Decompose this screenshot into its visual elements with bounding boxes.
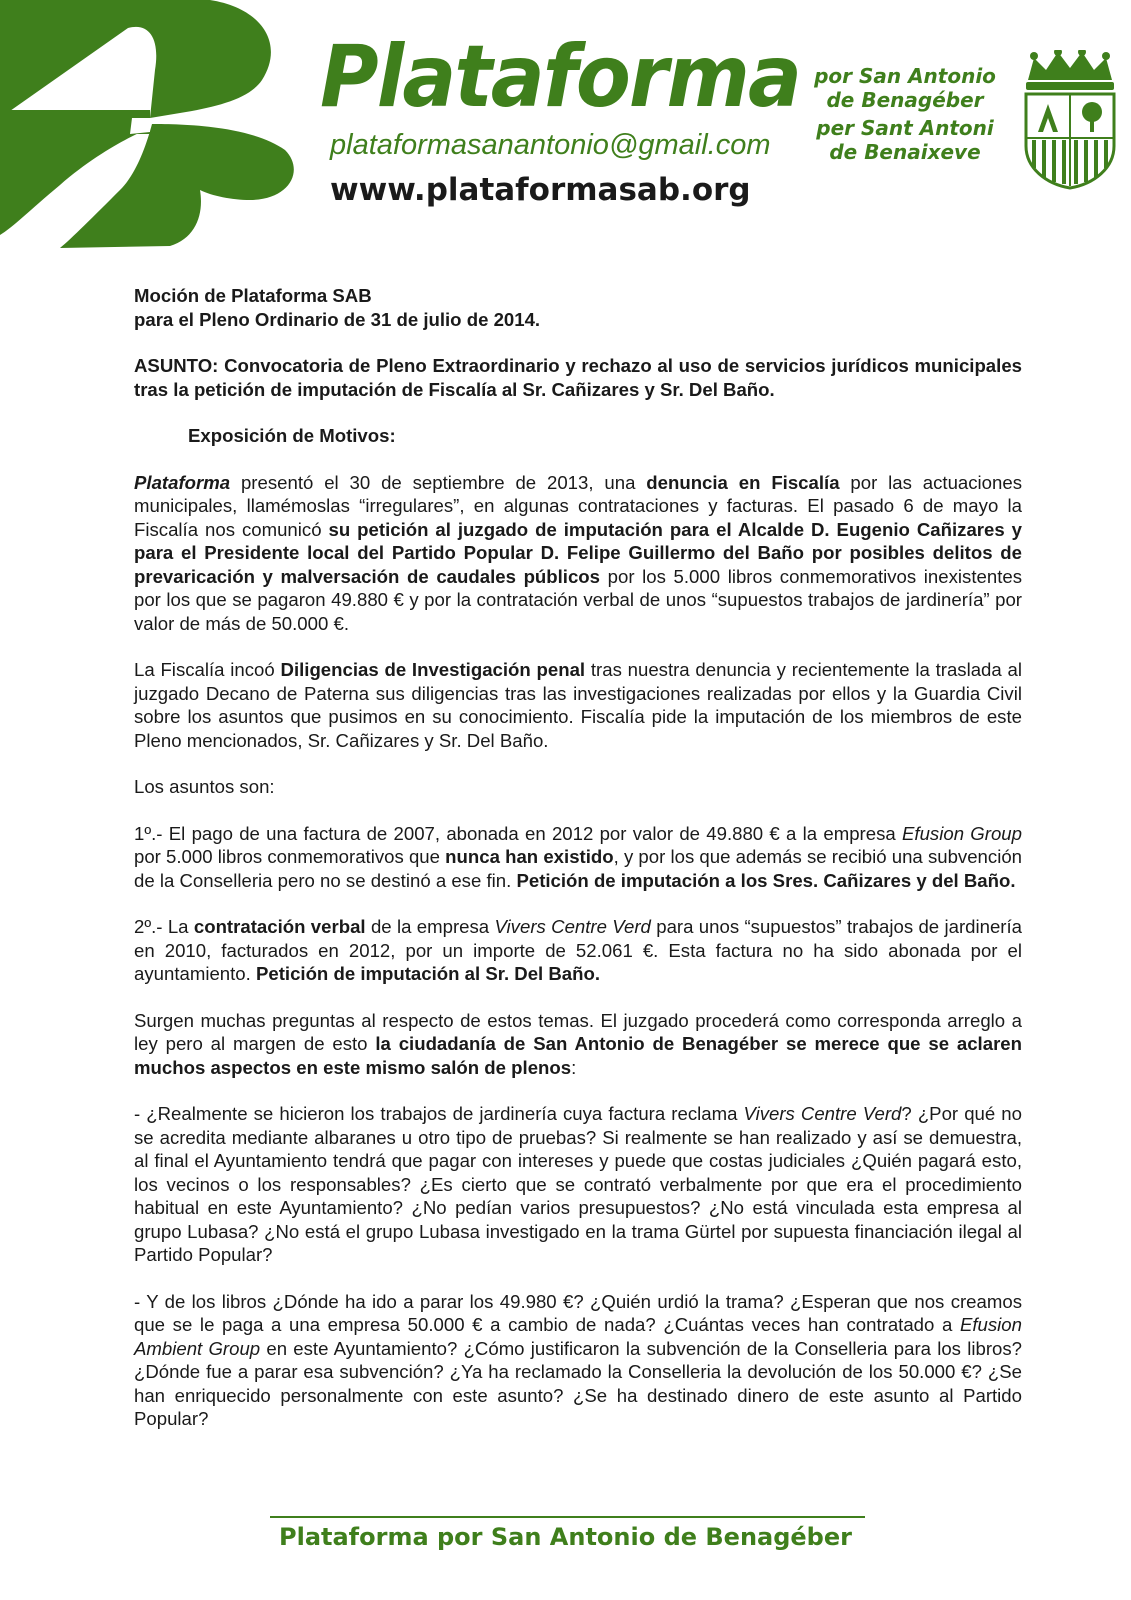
tagline-spanish bbox=[810, 64, 1000, 112]
p4-run: Petición de imputación a los Sres. Cañizares y del Baño. bbox=[516, 869, 1016, 891]
brand-title: Plataforma bbox=[320, 27, 801, 127]
p7-run: ? ¿Por qué no se acredita mediante albaranes u otro tipo de pruebas? Si realmente se han realizado y así se demuestra, al final el Ayuntamiento tendrá que pagar con intereses y puede que costas judiciales ¿Quién pagará esto, los vecinos o los responsables? ¿Es cierto que se contrató verbalmente por que era el procedimiento habitual en este Ayuntamiento? ¿No pedían varios presupuestos? ¿No está vinculada esta empresa al grupo Lubasa? ¿No está el grupo Lubasa investigado en la trama Gürtel por supuesta financiación ilegal al Partido Popular? bbox=[134, 1103, 1022, 1265]
asunto-text: : Convocatoria de Pleno Extraordinario y rechazo al uso de servicios jurídicos municipales tras la petición de imputación de Fiscalía al Sr. Cañizares y Sr. Del Baño. bbox=[134, 355, 1022, 400]
p5-run: contratación verbal bbox=[193, 916, 366, 937]
tagline-spanish-line-1: por San Antonio bbox=[814, 64, 996, 88]
p2-run: La Fiscalía incoó bbox=[134, 659, 281, 680]
p1-run: presentó el 30 de septiembre de 2013, una bbox=[230, 471, 647, 493]
p5-run: de la empresa bbox=[365, 916, 495, 937]
asunto-label: ASUNTO bbox=[134, 355, 213, 376]
paragraph-preguntas-intro bbox=[134, 1009, 1022, 1080]
p5-run: 2º.- La bbox=[134, 916, 194, 937]
brand-email: plataformasanantonio@gmail.com bbox=[330, 129, 771, 161]
p5-run: Vivers Centre Verd bbox=[494, 916, 651, 937]
section-title: Exposición de Motivos: bbox=[188, 425, 396, 446]
footer-divider bbox=[270, 1516, 865, 1518]
p1-run: denuncia en Fiscalía bbox=[646, 471, 840, 493]
paragraph-asunto-1 bbox=[134, 822, 1022, 893]
motion-document bbox=[134, 284, 1022, 1431]
p4-run: , y por los que además se recibió una subvención de la Conselleria pero no se destinó a ese fin. bbox=[134, 846, 1023, 891]
paragraph-diligencias bbox=[134, 658, 1022, 752]
p8-run: en este Ayuntamiento? ¿Cómo justificaron la subvención de la Conselleria para los libros? ¿Dónde fue a parar esa subvención? ¿Ya ha reclamado la Conselleria la devolución de los 50.000 €? ¿Se han enriquecido personalmente con este asunto? ¿Se ha destinado dinero de este asunto al Partido Popular? bbox=[134, 1337, 1022, 1429]
p1-run: su petición al juzgado de imputación para el Alcalde D. Eugenio Cañizares y para el Presidente local del Partido Popular D. Felipe Guillermo del Baño por posibles delitos de prevaricación y malversación de caudales públicos bbox=[134, 518, 1023, 587]
paragraph-intro bbox=[134, 471, 1022, 636]
p2-run: tras nuestra denuncia y recientemente la traslada al juzgado Decano de Paterna sus diligencias tras las investigaciones realizadas por ellos y la Guardia Civil sobre los asuntos que pusimos en su conocimiento. Fiscalía pide la imputación de los miembros de este Pleno mencionados, Sr. Cañizares y Sr. Del Baño. bbox=[134, 659, 1022, 751]
p1-run: por los 5.000 libros conmemorativos inexistentes por los que se pagaron 49.880 € y por la contratación verbal de unos “supuestos trabajos de jardinería” por valor de más de 50.000 €. bbox=[134, 565, 1022, 634]
p2-run: Diligencias de Investigación penal bbox=[280, 659, 586, 680]
footer-text: Plataforma por San Antonio de Benagéber bbox=[279, 1523, 852, 1551]
p6-run: la ciudadanía de San Antonio de Benagéber se merece que se aclaren muchos aspectos en este mismo salón de plenos bbox=[134, 1033, 1023, 1078]
p5-run: para unos “supuestos” trabajos de jardinería en 2010, facturados en 2012, por un importe de 52.061 €. Esta factura no ha sido abonada por el ayuntamiento. bbox=[134, 916, 1023, 984]
p4-run: 1º.- El pago de una factura de 2007, abonada en 2012 por valor de 49.880 € a la empresa bbox=[134, 822, 903, 844]
tagline-valencian bbox=[810, 116, 1000, 164]
p3-run: Los asuntos son: bbox=[134, 776, 275, 797]
p6-run: : bbox=[571, 1056, 577, 1078]
p4-run: por 5.000 libros conmemorativos que bbox=[134, 846, 446, 867]
p8-run: Efusion Ambient Group bbox=[134, 1314, 1022, 1359]
tagline-valencian-line-1: per Sant Antoni bbox=[816, 116, 994, 140]
paragraph-preguntas-libros bbox=[134, 1290, 1022, 1431]
p8-run: - Y de los libros ¿Dónde ha ido a parar los 49.980 €? ¿Quién urdió la trama? ¿Esperan que nos creamos que se le paga a una empresa 50.000 € a cambio de nada? ¿Cuántas veces han contratado a bbox=[134, 1290, 1022, 1335]
p7-run: - ¿Realmente se hicieron los trabajos de jardinería cuya factura reclama bbox=[134, 1103, 744, 1124]
p6-run: Surgen muchas preguntas al respecto de estos temas. El juzgado procederá como corresponda arreglo a ley pero al margen de esto bbox=[134, 1009, 1022, 1054]
paragraph-preguntas-jardineria bbox=[134, 1102, 1022, 1267]
p4-run: nunca han existido bbox=[445, 846, 614, 867]
p4-run: Efusion Group bbox=[902, 822, 1022, 844]
municipal-crest-icon bbox=[1020, 50, 1120, 190]
asunto-paragraph bbox=[134, 354, 1022, 401]
clover-logo-icon bbox=[0, 0, 300, 248]
brand-website: www.plataformasab.org bbox=[330, 172, 751, 208]
paragraph-asunto-2 bbox=[134, 915, 1022, 986]
p5-run: Petición de imputación al Sr. Del Baño. bbox=[255, 963, 601, 984]
p1-run: por las actuaciones municipales, llamémoslas “irregulares”, en algunas contrataciones y facturas. El pasado 6 de mayo la Fiscalía nos comunicó bbox=[134, 471, 1023, 540]
p7-run: Vivers Centre Verd bbox=[743, 1103, 902, 1124]
motion-heading-line-2: para el Pleno Ordinario de 31 de julio de 2014. bbox=[134, 308, 541, 330]
tagline-spanish-line-2: de Benagéber bbox=[826, 88, 984, 112]
tagline-valencian-line-2: de Benaixeve bbox=[829, 140, 981, 164]
paragraph-asuntos-intro bbox=[134, 775, 1022, 799]
motion-heading-line-1: Moción de Plataforma SAB bbox=[134, 285, 372, 306]
p1-run: Plataforma bbox=[134, 471, 231, 493]
letterhead bbox=[0, 0, 1131, 250]
